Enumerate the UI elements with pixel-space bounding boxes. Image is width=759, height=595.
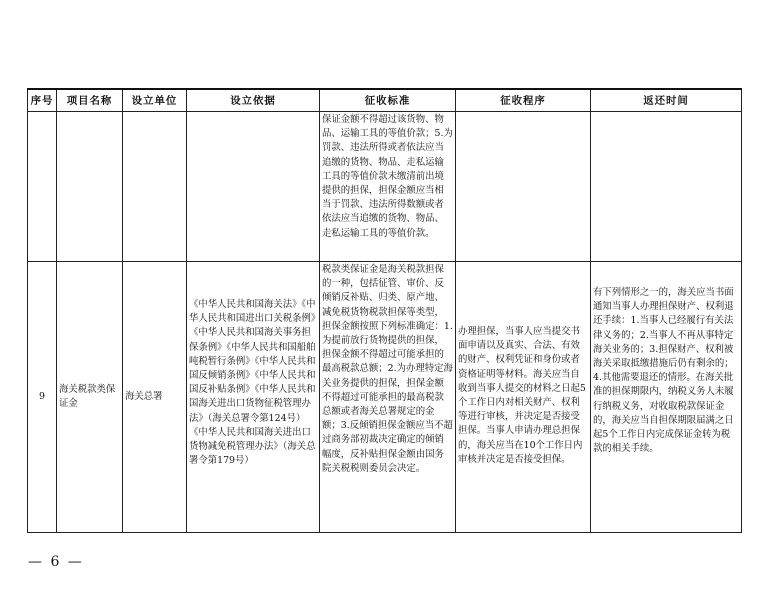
row9-seq-cell <box>28 262 57 533</box>
row9-standard-cell <box>320 262 456 533</box>
row9-standard: 税款类保证金是海关税款担保的一种，包括征管、审价、反倾销反补贴、归类、原产地、减免税货物税款担保等类型，担保金额按照下列标准确定：1.为提前放行货物提供的担保，担保金额不得超过可能承担的最高税款总额；2.为办理特定海关业务提供的担保，担保金额不得超过可能承担的最高税款总额或者海关总署规定的金额；3.反倾销担保金额应当不超过商务部初裁决定确定的倾销幅度，反补贴担保金额由国务院关税税则委员会决定。 <box>322 264 453 474</box>
header-basis: 设立依据 <box>187 89 320 112</box>
header-procedure: 征收程序 <box>456 89 591 112</box>
header-refund-time: 返还时间 <box>591 89 742 112</box>
cont-basis-cell <box>187 112 320 262</box>
table-row-continuation <box>28 112 742 262</box>
table-row-9 <box>28 262 742 533</box>
header-standard: 征收标准 <box>320 89 456 112</box>
row9-seq: 9 <box>39 390 45 402</box>
row9-refund-cell <box>591 262 742 533</box>
cont-standard-cell <box>320 112 456 262</box>
row9-basis-cell <box>187 262 320 533</box>
row9-item-cell <box>57 262 123 533</box>
page-number: — 6 — <box>28 554 84 570</box>
header-seq: 序号 <box>28 89 57 112</box>
cont-standard-text: 保证金额不得超过该货物、物品、运输工具的等值价款；5.为罚款、违法所得或者依法应当追缴的货物、物品、走私运输工具的等值价款未缴清前出境提供的担保，担保金额应当相当于罚款、违法所得数额或者依法应当追缴的货物、物品、走私运输工具的等值价款。 <box>322 114 453 239</box>
row9-unit-cell <box>123 262 187 533</box>
cont-unit-cell <box>123 112 187 262</box>
header-unit: 设立单位 <box>123 89 187 112</box>
row9-procedure: 办理担保，当事人应当提交书面申请以及真实、合法、有效的财产、权利凭证和身份或者资格证明等材料。海关应当自收到当事人提交的材料之日起5个工作日内对相关财产、权利等进行审核，并决定是否接受担保。当事人申请办理总担保的，海关应当在10个工作日内审核并决定是否接受担保。 <box>458 326 586 465</box>
cont-refund-cell <box>591 112 742 262</box>
row9-basis: 《中华人民共和国海关法》《中华人民共和国进出口关税条例》《中华人民共和国海关事务担保条例》《中华人民共和国船舶吨税暂行条例》《中华人民共和国反倾销条例》《中华人民共和国反补贴条例》《中华人民共和国海关进出口货物征税管理办法》（海关总署令第124号）《中华人民共和国海关进出口货物减免税管理办法》（海关总署令第179号） <box>189 299 316 467</box>
row9-refund-time: 有下列情形之一的，海关应当书面通知当事人办理担保财产、权利退还手续：1.当事人已经履行有关法律义务的；2.当事人不再从事特定海关业务的；3.担保财产、权利被海关采取抵缴措施后仍有剩余的；4.其他需要退还的情形。在海关批准的担保期限内，纳税义务人未履行纳税义务，对收取税款保证金的，海关应当自担保期限届满之日起5个工作日内完成保证金转为税款的相关手续。 <box>593 287 734 455</box>
row9-procedure-cell <box>456 262 591 533</box>
header-item-name: 项目名称 <box>57 89 123 112</box>
cont-procedure-cell <box>456 112 591 262</box>
cont-item-cell <box>57 112 123 262</box>
table-header-row <box>28 89 742 112</box>
row9-unit: 海关总署 <box>125 390 163 402</box>
fee-table <box>27 88 742 533</box>
cont-seq-cell <box>28 112 57 262</box>
row9-item-name: 海关税款类保证金 <box>59 383 116 409</box>
